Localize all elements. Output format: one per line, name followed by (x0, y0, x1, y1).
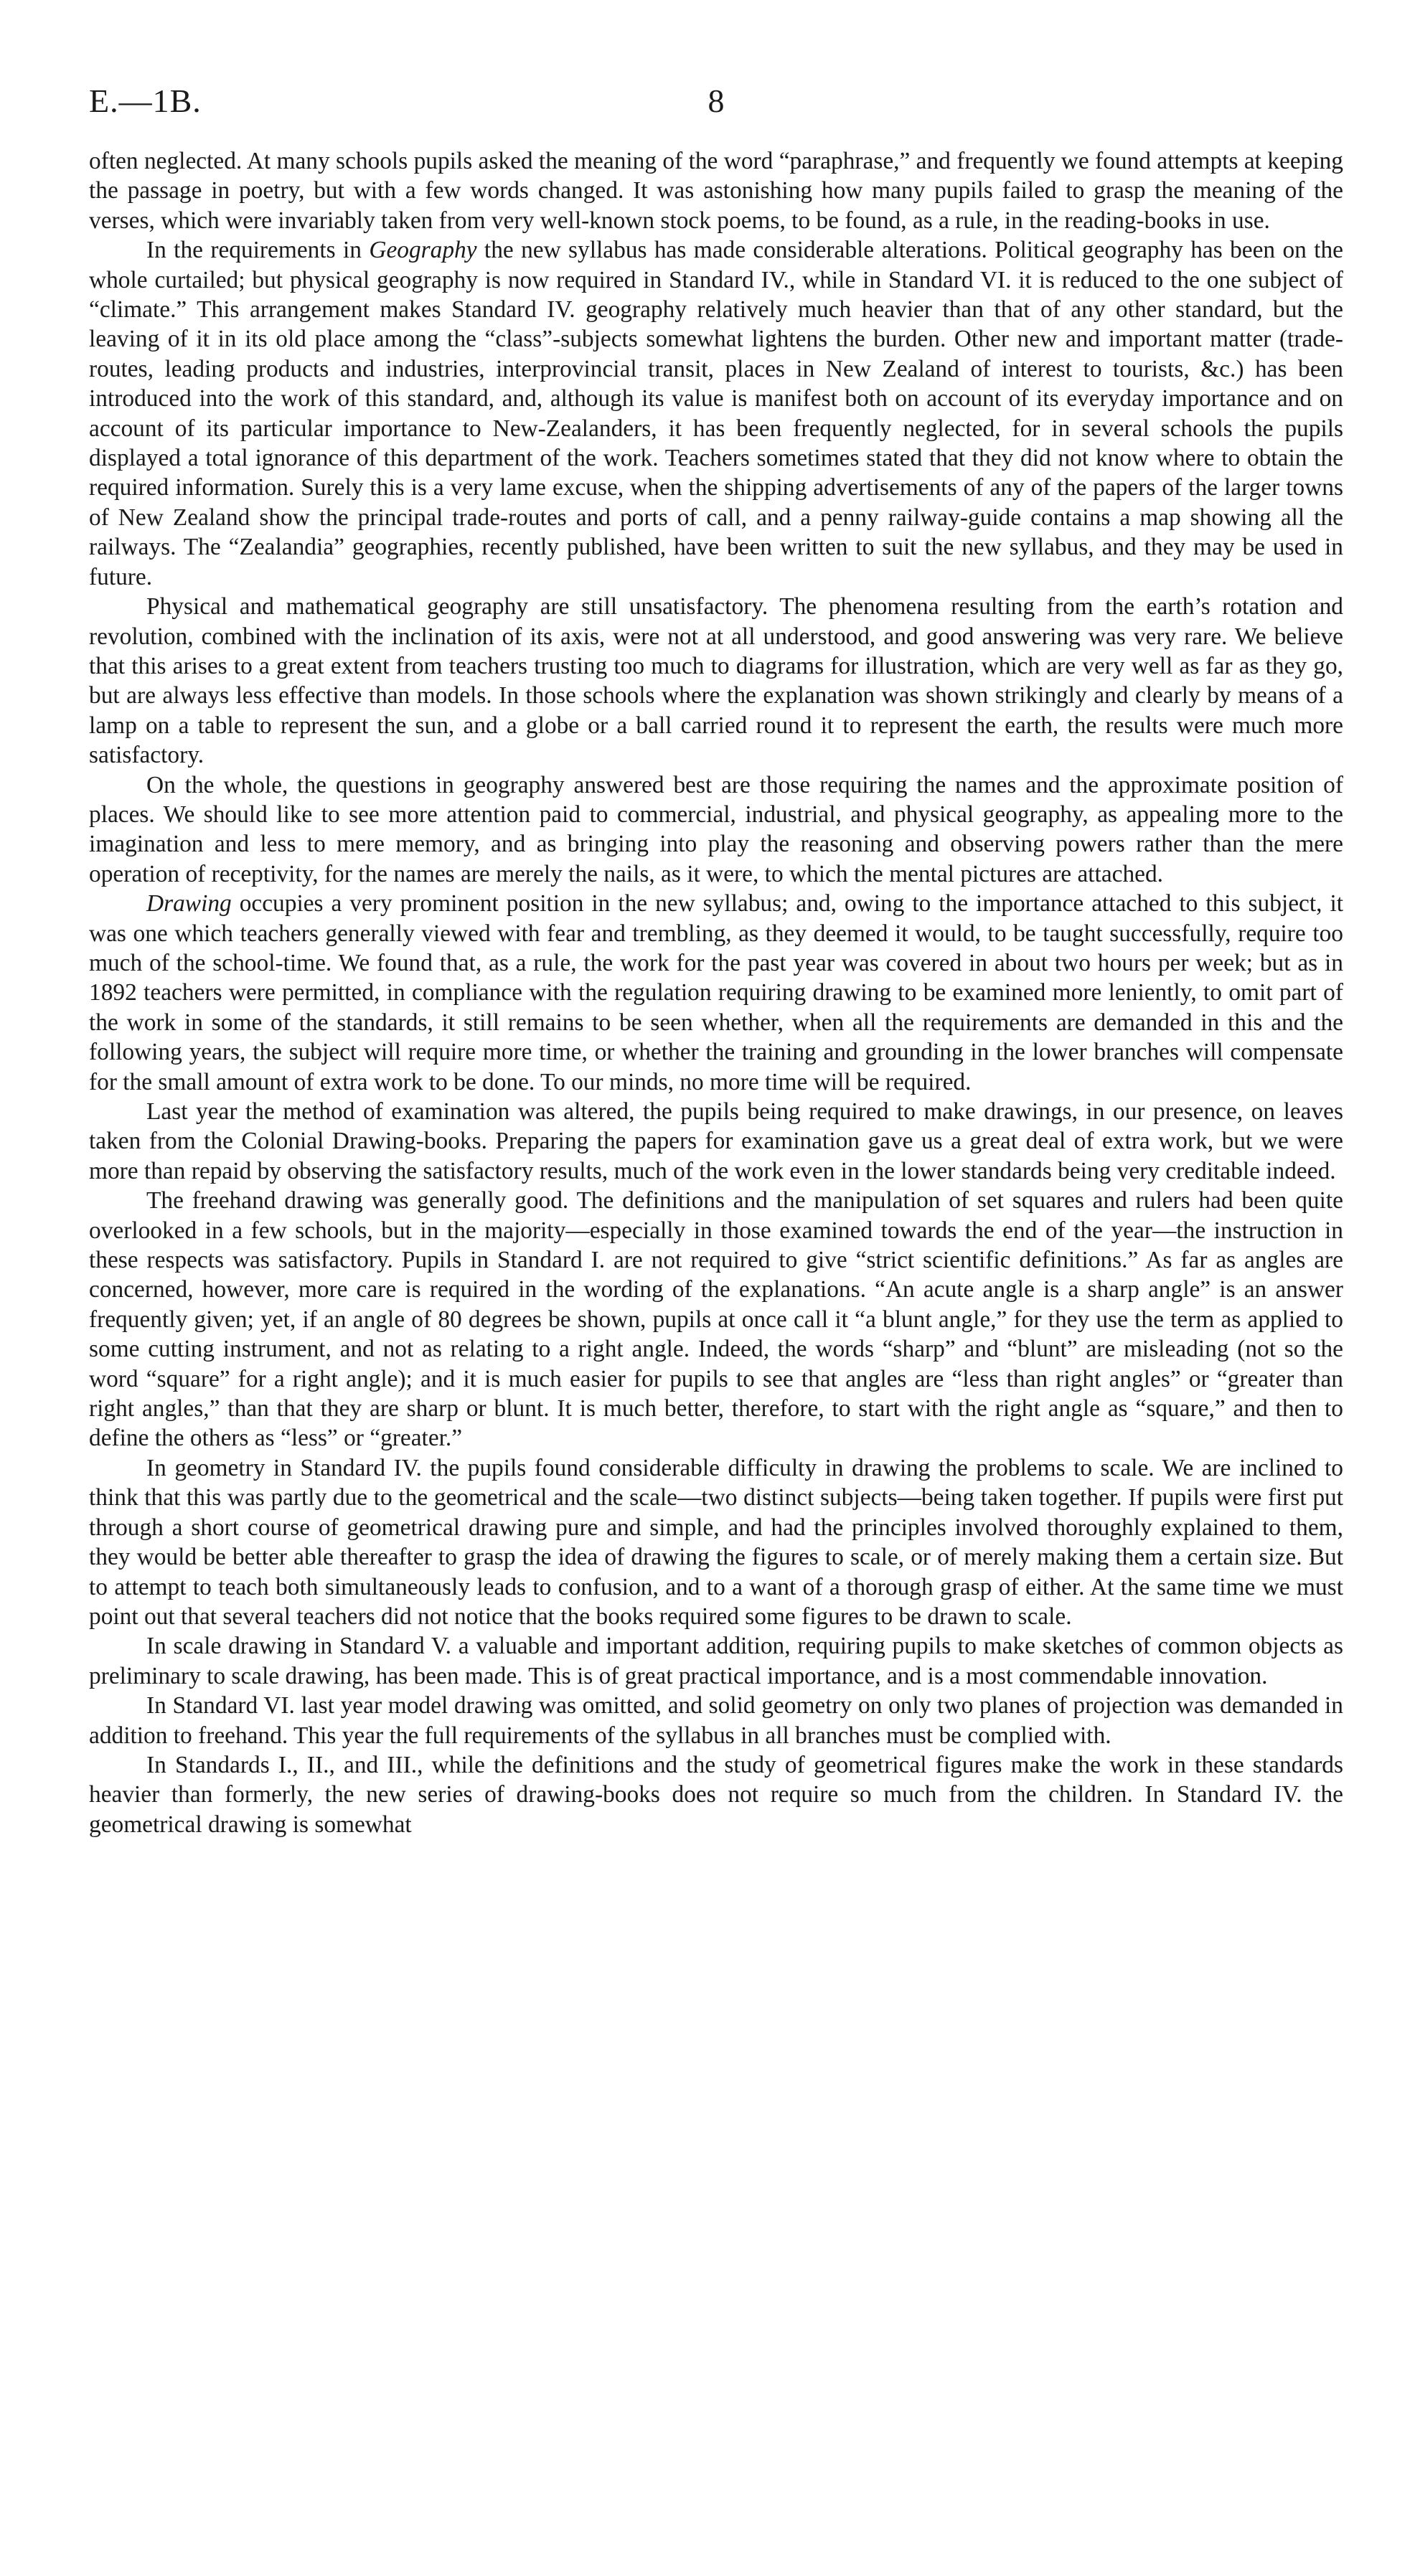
paragraph-11 (89, 1750, 1343, 1839)
document-reference: E.—1B. (89, 82, 202, 119)
paragraph-text: Physical and mathematical geography are still unsatisfactory. The phenomena resulting from the earth’s rotation and revolution, combined with the inclination of its axis, were not at all understood, and good answering was very rare. We believe that this arises to a great extent from teachers trusting too much to diagrams for illustration, which are very well as far as they go, but are always less effective than models. In those schools where the explanation was shown strikingly and clearly by means of a lamp on a table to represent the sun, and a globe or a ball carried round it to represent the earth, the results were much more satisfactory. (89, 593, 1343, 769)
paragraph-text: In Standards I., II., and III., while the definitions and the study of geometrical figures make the work in these standards heavier than formerly, the new series of drawing-books does not require so much from the children. In Standard IV. the geometrical drawing is somewhat (89, 1751, 1343, 1838)
page-header (89, 72, 1343, 122)
paragraph-lead: In the requirements in (146, 237, 370, 264)
paragraph-10 (89, 1691, 1343, 1750)
paragraph-text: occupies a very prominent position in the new syllabus; and, owing to the importance attached to this subject, it was one which teachers generally viewed with fear and trembling, as they deemed it would, to be taught successfully, require too much of the school-time. We found that, as a rule, the work for the past year was covered in about two hours per week; but as in 1892 teachers were permitted, in compliance with the regulation requiring drawing to be examined more leniently, to omit part of the work in some of the standards, it still remains to be seen whether, when all the requirements are demanded in this and the following years, the subject will require more time, or whether the training and grounding in the lower branches will compensate for the small amount of extra work to be done. To our minds, no more time will be required. (89, 890, 1343, 1095)
paragraph-6 (89, 1097, 1343, 1186)
page-number: 8 (708, 82, 725, 119)
paragraph-text: In Standard VI. last year model drawing was omitted, and solid geometry on only two planes of projection was demanded in addition to freehand. This year the full requirements of the syllabus in all branches must be complied with. (89, 1692, 1343, 1749)
paragraph-text: Last year the method of examination was altered, the pupils being required to make drawings, in our presence, on leaves taken from the Colonial Drawing-books. Preparing the papers for examination gave us a great deal of extra work, but we were more than repaid by observing the satisfactory results, much of the work even in the lower standards being very creditable indeed. (89, 1098, 1343, 1184)
body-text (89, 146, 1343, 1839)
paragraph-text: On the whole, the questions in geography answered best are those requiring the names and the approximate position of places. We should like to see more attention paid to commercial, industrial, and physical geography, as appealing more to the imagination and less to mere memory, and as bringing into play the reasoning and observing powers rather than the mere operation of receptivity, for the names are merely the nails, as it were, to which the mental pictures are attached. (89, 771, 1343, 887)
paragraph-text: often neglected. At many schools pupils asked the meaning of the word “paraphrase,” and frequently we found attempts at keeping the passage in poetry, but with a few words changed. It was astonishing how many pupils failed to grasp the meaning of the verses, which were invariably taken from very well-known stock poems, to be found, as a rule, in the reading-books in use. (89, 148, 1343, 234)
paragraph-2 (89, 235, 1343, 592)
paragraph-text: In geometry in Standard IV. the pupils found considerable difficulty in drawing the problems to scale. We are inclined to think that this was partly due to the geometrical and the scale—two distinct subjects—being taken together. If pupils were first put through a short course of geometrical drawing pure and simple, and had the principles involved thoroughly explained to them, they would be better able thereafter to grasp the idea of drawing the figures to scale, or of merely making them a certain size. But to attempt to teach both simultaneously leads to confusion, and to a want of a thorough grasp of either. At the same time we must point out that several teachers did not notice that the books required some figures to be drawn to scale. (89, 1454, 1343, 1630)
paragraph-4 (89, 770, 1343, 890)
paragraph-7 (89, 1186, 1343, 1453)
paragraph-text: In scale drawing in Standard V. a valuable and important addition, requiring pupils to make sketches of common objects as preliminary to scale drawing, has been made. This is of great practical importance, and is a most commendable innovation. (89, 1633, 1343, 1689)
paragraph-5 (89, 889, 1343, 1097)
paragraph-9 (89, 1631, 1343, 1691)
paragraph-3 (89, 592, 1343, 770)
paragraph-text: The freehand drawing was generally good. The definitions and the manipulation of set squares and rulers had been quite overlooked in a few schools, but in the majority—especially in those examined towards the end of the year—the instruction in these respects was satisfactory. Pupils in Standard I. are not required to give “strict scientific definitions.” As far as angles are concerned, however, more care is required in the wording of the explanations. “An acute angle is a sharp angle” is an answer frequently given; yet, if an angle of 80 degrees be shown, pupils at once call it “a blunt angle,” for they use the term as applied to some cutting instrument, and not as relating to a right angle. Indeed, the words “sharp” and “blunt” are misleading (not so the word “square” for a right angle); and it is much easier for pupils to see that angles are “less than right angles” or “greater than right angles,” than that they are sharp or blunt. It is much better, therefore, to start with the right angle as “square,” and then to define the others as “less” or “greater.” (89, 1187, 1343, 1452)
subject-heading-geography: Geography (369, 237, 477, 264)
subject-heading-drawing: Drawing (146, 890, 232, 917)
paragraph-text: the new syllabus has made considerable alterations. Political geography has been on the whole curtailed; but physical geography is now required in Standard IV., while in Standard VI. it is reduced to the one subject of “climate.” This arrangement makes Standard IV. geography relatively much heavier than that of any other standard, but the leaving of it in its old place among the “class”-subjects somewhat lightens the burden. Other new and important matter (trade-routes, leading products and industries, interprovincial transit, places in New Zealand of interest to tourists, &c.) has been introduced into the work of this standard, and, although its value is manifest both on account of its everyday importance and on account of its particular importance to New-Zealanders, it has been frequently neglected, for in several schools the pupils displayed a total ignorance of this department of the work. Teachers sometimes stated that they did not know where to obtain the required information. Surely this is a very lame excuse, when the shipping advertisements of any of the papers of the larger towns of New Zealand show the principal trade-routes and ports of call, and a penny railway-guide contains a map showing all the railways. The “Zealandia” geographies, recently published, have been written to suit the new syllabus, and they may be used in future. (89, 237, 1344, 590)
paragraph-1 (89, 146, 1343, 235)
paragraph-8 (89, 1453, 1343, 1631)
